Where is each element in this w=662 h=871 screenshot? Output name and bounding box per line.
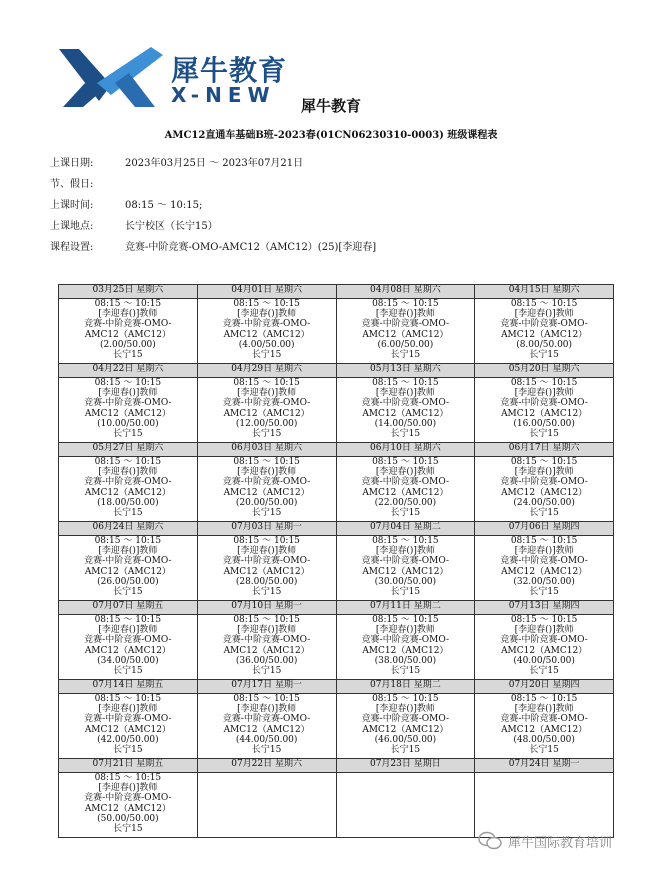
session-code: AMC12（AMC12） xyxy=(362,566,449,577)
session-cell xyxy=(59,457,198,522)
session-teacher: [李迎春()]教师 xyxy=(375,704,435,715)
session-teacher: [李迎春()]教师 xyxy=(514,546,574,557)
session-progress: (46.00/50.00) xyxy=(374,734,437,745)
session-time: 08:15 ～ 10:15 xyxy=(94,694,162,704)
session-progress: (30.00/50.00) xyxy=(374,576,437,587)
wechat-watermark xyxy=(478,828,658,854)
info-row-holidays xyxy=(50,175,125,190)
session-date: 04月08日 星期六 xyxy=(336,285,475,299)
session-cell xyxy=(336,694,475,759)
session-teacher: [李迎春()]教师 xyxy=(98,388,158,399)
session-code: AMC12（AMC12） xyxy=(223,487,310,498)
session-cell xyxy=(475,378,614,443)
session-room: 长宁15 xyxy=(529,745,559,756)
session-cell xyxy=(197,694,336,759)
session-teacher: [李迎春()]教师 xyxy=(98,704,158,715)
session-cell xyxy=(475,299,614,364)
session-teacher: [李迎春()]教师 xyxy=(237,309,297,320)
schedule-body-row xyxy=(59,694,614,759)
session-progress: (48.00/50.00) xyxy=(513,734,575,745)
session-code: AMC12（AMC12） xyxy=(223,566,310,577)
session-progress: (32.00/50.00) xyxy=(513,576,575,587)
session-course: 竞赛-中阶竞赛-OMO- xyxy=(84,398,172,409)
session-cell xyxy=(197,536,336,601)
session-date: 07月04日 星期二 xyxy=(336,522,475,536)
session-teacher: [李迎春()]教师 xyxy=(514,704,574,715)
session-cell xyxy=(59,378,198,443)
session-time: 08:15 ～ 10:15 xyxy=(94,773,162,783)
session-progress: (50.00/50.00) xyxy=(97,813,159,824)
session-time: 08:15 ～ 10:15 xyxy=(233,536,300,546)
session-room: 长宁15 xyxy=(113,666,143,677)
session-room: 长宁15 xyxy=(251,429,282,440)
session-progress: (36.00/50.00) xyxy=(235,655,298,666)
session-room: 长宁15 xyxy=(529,666,559,677)
session-date: 05月27日 星期六 xyxy=(59,443,198,457)
session-cell xyxy=(475,615,614,680)
session-progress: (10.00/50.00) xyxy=(97,418,159,429)
session-date: 07月22日 星期六 xyxy=(197,759,336,773)
schedule-header-row xyxy=(59,443,614,457)
session-code: AMC12（AMC12） xyxy=(223,329,310,340)
session-course: 竞赛-中阶竞赛-OMO- xyxy=(361,398,450,409)
session-course: 竞赛-中阶竞赛-OMO- xyxy=(500,714,588,725)
session-cell xyxy=(336,773,475,838)
session-cell xyxy=(475,536,614,601)
schedule-header-row xyxy=(59,285,614,299)
session-date: 07月13日 星期四 xyxy=(475,601,614,615)
session-time: 08:15 ～ 10:15 xyxy=(94,378,162,388)
session-code: AMC12（AMC12） xyxy=(362,645,449,656)
session-course: 竞赛-中阶竞赛-OMO- xyxy=(361,319,450,330)
session-code: AMC12（AMC12） xyxy=(362,487,449,498)
session-progress: (38.00/50.00) xyxy=(374,655,437,666)
session-time: 08:15 ～ 10:15 xyxy=(94,615,162,625)
session-teacher: [李迎春()]教师 xyxy=(375,625,435,636)
session-progress: (34.00/50.00) xyxy=(97,655,159,666)
session-room: 长宁15 xyxy=(251,745,282,756)
session-progress: (8.00/50.00) xyxy=(516,339,573,350)
session-room: 长宁15 xyxy=(529,508,559,519)
session-room: 长宁15 xyxy=(113,587,143,598)
session-progress: (24.00/50.00) xyxy=(513,497,575,508)
session-date: 07月14日 星期五 xyxy=(59,680,198,694)
session-room: 长宁15 xyxy=(390,745,421,756)
session-course: 竞赛-中阶竞赛-OMO- xyxy=(500,398,588,409)
session-code: AMC12（AMC12） xyxy=(84,329,171,340)
session-date: 07月06日 星期四 xyxy=(475,522,614,536)
session-progress: (6.00/50.00) xyxy=(377,339,434,350)
session-time: 08:15 ～ 10:15 xyxy=(372,694,439,704)
session-code: AMC12（AMC12） xyxy=(84,487,171,498)
session-teacher: [李迎春()]教师 xyxy=(514,625,574,636)
session-time: 08:15 ～ 10:15 xyxy=(510,378,578,388)
session-time: 08:15 ～ 10:15 xyxy=(510,457,578,467)
schedule-body-row xyxy=(59,457,614,522)
session-room: 长宁15 xyxy=(529,587,559,598)
schedule-body-row xyxy=(59,615,614,680)
session-room: 长宁15 xyxy=(113,745,143,756)
session-time: 08:15 ～ 10:15 xyxy=(233,299,300,309)
session-date: 07月10日 星期一 xyxy=(197,601,336,615)
info-label: 节、假日: xyxy=(50,179,94,190)
page-title: 犀牛教育 xyxy=(300,97,361,115)
session-progress: (40.00/50.00) xyxy=(513,655,575,666)
session-code: AMC12（AMC12） xyxy=(501,329,588,340)
info-value: 08:15 ～ 10:15; xyxy=(125,200,203,211)
session-code: AMC12（AMC12） xyxy=(362,724,449,735)
session-date: 06月03日 星期六 xyxy=(197,443,336,457)
session-code: AMC12（AMC12） xyxy=(84,645,171,656)
session-teacher: [李迎春()]教师 xyxy=(514,388,574,399)
session-room: 长宁15 xyxy=(113,508,143,519)
wechat-icon xyxy=(478,831,502,851)
session-room: 长宁15 xyxy=(251,508,282,519)
schedule-header-row xyxy=(59,522,614,536)
session-room: 长宁15 xyxy=(390,666,421,677)
class-subtitle: AMC12直通车基础B班-2023春(01CN06230310-0003) 班级课程表 xyxy=(164,130,498,141)
session-course: 竞赛-中阶竞赛-OMO- xyxy=(222,714,311,725)
session-teacher: [李迎春()]教师 xyxy=(237,546,297,557)
session-code: AMC12（AMC12） xyxy=(84,724,171,735)
session-room: 长宁15 xyxy=(390,350,421,361)
session-time: 08:15 ～ 10:15 xyxy=(94,536,162,546)
session-cell xyxy=(197,378,336,443)
session-time: 08:15 ～ 10:15 xyxy=(372,615,439,625)
session-teacher: [李迎春()]教师 xyxy=(98,546,158,557)
session-cell xyxy=(197,457,336,522)
session-progress: (14.00/50.00) xyxy=(374,418,437,429)
session-time: 08:15 ～ 10:15 xyxy=(94,457,162,467)
session-course: 竞赛-中阶竞赛-OMO- xyxy=(222,319,311,330)
session-time: 08:15 ～ 10:15 xyxy=(233,457,300,467)
session-course: 竞赛-中阶竞赛-OMO- xyxy=(500,319,588,330)
session-date: 04月29日 星期六 xyxy=(197,364,336,378)
session-date: 05月13日 星期六 xyxy=(336,364,475,378)
session-teacher: [李迎春()]教师 xyxy=(98,625,158,636)
session-date: 07月07日 星期五 xyxy=(59,601,198,615)
session-cell xyxy=(336,615,475,680)
info-value: 2023年03月25日 ～ 2023年07月21日 xyxy=(125,158,304,169)
info-label: 上课地点: xyxy=(50,221,94,232)
session-progress: (28.00/50.00) xyxy=(235,576,298,587)
schedule-body-row xyxy=(59,299,614,364)
session-cell xyxy=(336,457,475,522)
session-date: 06月10日 星期六 xyxy=(336,443,475,457)
watermark-text: 犀牛国际教育培训 xyxy=(508,836,613,851)
session-course: 竞赛-中阶竞赛-OMO- xyxy=(361,714,450,725)
session-date: 07月17日 星期一 xyxy=(197,680,336,694)
session-code: AMC12（AMC12） xyxy=(84,408,171,419)
session-time: 08:15 ～ 10:15 xyxy=(372,299,439,309)
session-teacher: [李迎春()]教师 xyxy=(375,309,435,320)
session-progress: (4.00/50.00) xyxy=(238,339,295,350)
session-course: 竞赛-中阶竞赛-OMO- xyxy=(84,635,172,646)
session-time: 08:15 ～ 10:15 xyxy=(372,378,439,388)
session-time: 08:15 ～ 10:15 xyxy=(94,299,162,309)
session-cell xyxy=(197,615,336,680)
session-course: 竞赛-中阶竞赛-OMO- xyxy=(84,714,172,725)
session-progress: (42.00/50.00) xyxy=(97,734,159,745)
session-cell xyxy=(197,773,336,838)
session-course: 竞赛-中阶竞赛-OMO- xyxy=(361,635,450,646)
info-label: 课程设置: xyxy=(50,242,94,253)
schedule-header-row xyxy=(59,759,614,773)
session-cell xyxy=(336,299,475,364)
session-teacher: [李迎春()]教师 xyxy=(237,388,297,399)
info-row-location xyxy=(50,217,218,232)
session-room: 长宁15 xyxy=(251,587,282,598)
session-teacher: [李迎春()]教师 xyxy=(98,309,158,320)
session-progress: (2.00/50.00) xyxy=(99,339,156,350)
session-teacher: [李迎春()]教师 xyxy=(237,467,297,478)
session-code: AMC12（AMC12） xyxy=(84,803,171,814)
session-teacher: [李迎春()]教师 xyxy=(514,467,574,478)
session-code: AMC12（AMC12） xyxy=(362,408,449,419)
session-time: 08:15 ～ 10:15 xyxy=(510,536,578,546)
session-date: 06月24日 星期六 xyxy=(59,522,198,536)
session-code: AMC12（AMC12） xyxy=(84,566,171,577)
session-course: 竞赛-中阶竞赛-OMO- xyxy=(84,556,172,567)
session-teacher: [李迎春()]教师 xyxy=(98,467,158,478)
session-cell xyxy=(59,615,198,680)
logo-english-text: X-NEW xyxy=(171,83,276,107)
session-date: 07月20日 星期四 xyxy=(475,680,614,694)
session-progress: (20.00/50.00) xyxy=(235,497,298,508)
session-course: 竞赛-中阶竞赛-OMO- xyxy=(222,556,311,567)
session-room: 长宁15 xyxy=(390,587,421,598)
session-cell xyxy=(336,536,475,601)
session-room: 长宁15 xyxy=(113,429,143,440)
session-room: 长宁15 xyxy=(390,429,421,440)
session-course: 竞赛-中阶竞赛-OMO- xyxy=(222,635,311,646)
session-date: 07月11日 星期二 xyxy=(336,601,475,615)
session-teacher: [李迎春()]教师 xyxy=(375,467,435,478)
session-teacher: [李迎春()]教师 xyxy=(98,783,158,794)
schedule-header-row xyxy=(59,680,614,694)
session-teacher: [李迎春()]教师 xyxy=(514,309,574,320)
session-code: AMC12（AMC12） xyxy=(501,645,588,656)
session-progress: (18.00/50.00) xyxy=(97,497,159,508)
session-time: 08:15 ～ 10:15 xyxy=(233,615,300,625)
session-course: 竞赛-中阶竞赛-OMO- xyxy=(500,477,588,488)
session-course: 竞赛-中阶竞赛-OMO- xyxy=(222,477,311,488)
schedule-header-row xyxy=(59,601,614,615)
session-date: 07月23日 星期日 xyxy=(336,759,475,773)
session-time: 08:15 ～ 10:15 xyxy=(510,694,578,704)
session-cell xyxy=(59,536,198,601)
session-cell xyxy=(336,378,475,443)
session-cell xyxy=(475,457,614,522)
session-date: 07月03日 星期一 xyxy=(197,522,336,536)
info-label: 上课时间: xyxy=(50,200,94,211)
session-progress: (26.00/50.00) xyxy=(97,576,159,587)
session-room: 长宁15 xyxy=(251,350,282,361)
session-progress: (12.00/50.00) xyxy=(235,418,298,429)
schedule-header-row xyxy=(59,364,614,378)
session-course: 竞赛-中阶竞赛-OMO- xyxy=(84,319,172,330)
session-course: 竞赛-中阶竞赛-OMO- xyxy=(361,556,450,567)
session-teacher: [李迎春()]教师 xyxy=(237,625,297,636)
session-course: 竞赛-中阶竞赛-OMO- xyxy=(84,793,172,804)
session-course: 竞赛-中阶竞赛-OMO- xyxy=(222,398,311,409)
session-date: 07月21日 星期五 xyxy=(59,759,198,773)
session-date: 06月17日 星期六 xyxy=(475,443,614,457)
session-room: 长宁15 xyxy=(113,350,143,361)
session-time: 08:15 ～ 10:15 xyxy=(510,299,578,309)
session-date: 07月24日 星期一 xyxy=(475,759,614,773)
info-label: 上课日期: xyxy=(50,158,94,169)
session-date: 03月25日 星期六 xyxy=(59,285,198,299)
session-teacher: [李迎春()]教师 xyxy=(237,704,297,715)
session-time: 08:15 ～ 10:15 xyxy=(372,457,439,467)
info-row-course xyxy=(50,238,376,253)
session-teacher: [李迎春()]教师 xyxy=(375,388,435,399)
info-row-dates xyxy=(50,154,303,169)
session-time: 08:15 ～ 10:15 xyxy=(372,536,439,546)
session-progress: (44.00/50.00) xyxy=(235,734,298,745)
session-course: 竞赛-中阶竞赛-OMO- xyxy=(84,477,172,488)
schedule-body-row xyxy=(59,536,614,601)
session-cell xyxy=(59,773,198,838)
schedule-body-row xyxy=(59,378,614,443)
session-date: 04月22日 星期六 xyxy=(59,364,198,378)
info-value: 竞赛-中阶竞赛-OMO-AMC12（AMC12）(25)[李迎春] xyxy=(125,242,377,253)
session-time: 08:15 ～ 10:15 xyxy=(510,615,578,625)
session-time: 08:15 ～ 10:15 xyxy=(233,378,300,388)
session-code: AMC12（AMC12） xyxy=(501,724,588,735)
session-code: AMC12（AMC12） xyxy=(223,724,310,735)
info-value: 长宁校区（长宁15） xyxy=(125,221,218,232)
session-course: 竞赛-中阶竞赛-OMO- xyxy=(361,477,450,488)
session-course: 竞赛-中阶竞赛-OMO- xyxy=(500,635,588,646)
session-code: AMC12（AMC12） xyxy=(223,408,310,419)
session-time: 08:15 ～ 10:15 xyxy=(233,694,300,704)
session-room: 长宁15 xyxy=(529,350,559,361)
session-progress: (22.00/50.00) xyxy=(374,497,437,508)
session-cell xyxy=(197,299,336,364)
session-cell xyxy=(475,694,614,759)
session-date: 07月18日 星期二 xyxy=(336,680,475,694)
session-room: 长宁15 xyxy=(251,666,282,677)
schedule-table xyxy=(58,284,614,838)
session-code: AMC12（AMC12） xyxy=(501,566,588,577)
info-row-time xyxy=(50,196,202,211)
session-code: AMC12（AMC12） xyxy=(501,408,588,419)
session-teacher: [李迎春()]教师 xyxy=(375,546,435,557)
session-date: 04月15日 星期六 xyxy=(475,285,614,299)
session-room: 长宁15 xyxy=(113,824,143,835)
session-cell xyxy=(59,299,198,364)
session-course: 竞赛-中阶竞赛-OMO- xyxy=(500,556,588,567)
session-cell xyxy=(59,694,198,759)
session-room: 长宁15 xyxy=(529,429,559,440)
session-progress: (16.00/50.00) xyxy=(513,418,575,429)
session-code: AMC12（AMC12） xyxy=(362,329,449,340)
session-date: 04月01日 星期六 xyxy=(197,285,336,299)
session-date: 05月20日 星期六 xyxy=(475,364,614,378)
logo-chinese-text: 犀牛教育 xyxy=(171,54,288,87)
session-room: 长宁15 xyxy=(390,508,421,519)
session-code: AMC12（AMC12） xyxy=(501,487,588,498)
session-code: AMC12（AMC12） xyxy=(223,645,310,656)
